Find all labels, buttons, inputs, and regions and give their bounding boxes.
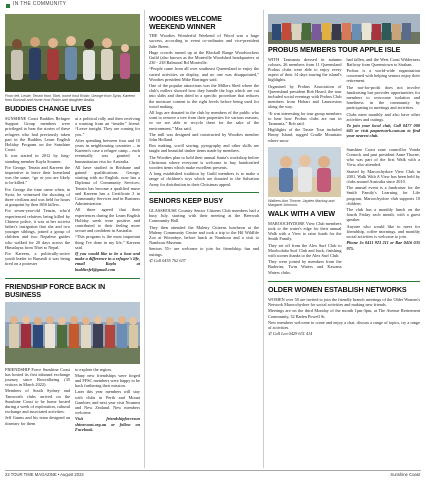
paragraph: For George the time came when, in Syria, he witnessed the shooting of three civilians and was held for hours at gunpoint by then ISIS killers.: [5, 186, 70, 208]
paragraph: For George, Tenzin and Kareem the imperative to leave their homeland was the same, “go or you are likely to be killed.”: [5, 164, 70, 186]
footer-rule: [5, 470, 421, 471]
page-header: [0, 0, 426, 14]
footer-region: Sunshine Coast: [390, 472, 420, 477]
paragraph: WITH Tasmania dressed in autumn colours, 26 members from 11 Queensland Probus clubs were able to enjoy every aspect of their 14 days touring the island's highlights.: [268, 56, 342, 83]
paragraph: They were joined by members from the Buderim, Twin Waters and Kawana Waters clubs.: [268, 259, 342, 275]
phone-icon: ✆: [268, 331, 273, 337]
paragraph: A long established tradition by Guild members is to make a range of children's toys which are donated to the Salvation Army for distribution in their Christmas appeal.: [149, 171, 259, 187]
story-title: BUDDIES CHANGE LIVES: [5, 104, 92, 114]
paragraph: The Woodies plan to hold their annual Santa's workshop before Christmas where everyone is welcome to buy handcrafted wooden items which make excellent presents.: [149, 154, 259, 171]
paragraph: It was started in 2012 by long-standing member Kayla Sourner.: [5, 153, 70, 164]
paragraph: to explore the region.: [75, 366, 112, 372]
paragraph: Huge crowds turned up at the Blackall Range Woodworkers Guild (also known as the Montville Woodshed headquarters at 230 - 238 Balmoral Rd Montville.: [149, 49, 259, 66]
column-3: [268, 14, 420, 337]
paragraph: Anyone who would like to meet for friendship, coffee mornings, and monthly social activities is welcome to join.: [346, 223, 420, 240]
contact-info: Visit friendshipforcesun shinecoast.org.au or follow on Facebook.: [75, 416, 140, 432]
contact-phone: [268, 331, 420, 336]
paragraph: For seven-year-old Tenzin, who'd experienced relatives being killed by Chinese police, it was at her activist father's instigation that she and two younger siblings, joined a group of children and two Nepalese guides who walked for 20 days across the Himalayas from Tibet to Nepal.: [5, 208, 70, 250]
page-footer: [0, 470, 426, 480]
story-title: WOODIES WELCOME WEEKEND WINNER: [149, 14, 222, 31]
section-divider: [5, 278, 140, 280]
refugees-group-photo: [5, 14, 140, 92]
paragraph: Started by Maroochydore View Club in 2001, Walk With A View has been held by clubs around Australia since 2010.: [346, 168, 420, 185]
story-title: SENIORS KEEP BUSY: [149, 196, 224, 206]
paragraph: They set off from the Alex Surf Club to Mooloolaba Surf Club and back, finishing with scones thanks to the Alex Surf Club.: [268, 242, 342, 259]
contact-phone: [149, 258, 259, 263]
story-title: FRIENDSHIP FORCE BACK IN BUSINESS: [5, 282, 106, 299]
friendship-force-photo: [5, 302, 140, 364]
paragraph: All logs are donated to the club by members of the public who want to remove a tree from their properties for various reasons, so we are able to recycle these for the sake of the environment,” Max said.: [149, 110, 259, 131]
paragraph: Seniors 55+ are welcome to join for friendship, fun and outings.: [149, 246, 259, 257]
story-body: [268, 57, 420, 144]
photo-caption: From left, Leslie, Tenzin from Tibet, home host Robin, George from Syria, Kareem from Burundi and home host Robin and daughter Analia.: [5, 94, 136, 103]
paragraph: Organised by Probus Association of Queensland president Bob Heard, the tour included social evenings with Probus Club members from Hobart and Launceston along the way.: [268, 83, 342, 110]
paragraph: FRIENDSHIP Force Sunshine Coast has hosted its first inbound exchange journey since Bowralbeing (35 visitors in March 2022).: [5, 366, 70, 388]
paragraph: The club has a monthly lunch on the fourth Friday each month, with a guest speaker.: [346, 207, 420, 223]
paragraph: “It was interesting for tour group members to hear how Probus clubs are run in Tasmania,” Bob said.: [268, 110, 342, 127]
paragraph: The annual event is a fundraiser for the Smith Family's Learning for Life program, Maroochydore club supports 10 children.: [346, 185, 420, 206]
footer-publication: 22 TOUR TIME MAGAZINE • August 2022: [5, 472, 84, 477]
paragraph: Probus is a world-wide organisation concerned with helping seniors enjoy their retirement.: [346, 68, 420, 84]
paragraph: They then attended the Maleny Citizens luncheon at the Maleny Community Centre and took a trip to the Hil Wildlife Zoo at Woombye, before lunch at Nambour and a visit to Nambour Museum.: [149, 224, 259, 246]
contact-info: If you would like to be a host and make a difference in a refugee's life, email Kayla at buddiesfel@gmail.com: [75, 251, 140, 272]
section-label: IN THE COMMUNITY: [13, 1, 67, 7]
section-divider: [149, 192, 259, 194]
story-body: [5, 116, 140, 273]
story-title: PROBUS MEMBERS TOUR APPLE ISLE: [268, 45, 401, 54]
paragraph: GLASSHOUSE Country Senior Citizens Club members had a busy July, starting with their meeting at the Beerwah Community Hall.: [149, 207, 259, 224]
paragraph: at a political rally and then receiving a warning from an “insider” friend: “Leave tonight. They are coming for you.”: [75, 116, 140, 137]
probus-tour-photo: [268, 14, 420, 44]
paragraph: Meetings are on the third Monday of the month 1pm-3pm, at The Avenue Retirement Community, 32 Baden Powell St.: [268, 308, 420, 319]
paragraph: Members of South Sydney and Tamworth clubs arrived on the Sunshine Coast to be home hosted during a week of exploration, cultural exchange and associated activities.: [5, 388, 70, 415]
walkers-photo: [268, 147, 342, 197]
paragraph: Many new friendships were forged and FFSC members were happy to be back furthering their mission.: [75, 372, 140, 389]
paragraph: New members welcome to come and enjoy a chat, discuss a range of topics, try a range of activities.: [268, 319, 420, 330]
paragraph: Clubs meet monthly and also have other activities and outings.: [346, 111, 420, 122]
refugees-group-photo-image: [5, 14, 140, 92]
column-1: [5, 14, 140, 433]
paragraph: All three agreed that their experiences during the Learn English Holiday week were positive and contributed to their feeling more secure and confident in Australia.: [75, 207, 140, 234]
phone-icon: ✆: [149, 257, 154, 263]
paragraph: WOMEN over 50 are invited to join the friendly branch meetings of the Older Women's Network Maroochydore for social activities and making new friends.: [268, 296, 420, 308]
paragraph: Sunshine Coast zone councillor Vonda Cornock and past president Anne Thorne, who was part of the first Walk with a View, also attended.: [346, 146, 420, 168]
paragraph: Jeff Gunns and his team designed an itinerary for them: [5, 415, 70, 426]
paragraph: Later this year members will stay with clubs in Perth and Mount Gambier, and next year visit Noumea and New Zealand. New members welcome.: [75, 389, 140, 416]
walkers-photo-image: [268, 147, 341, 197]
paragraph: Highlights of the Tassie Tour included Bruny Island, rugged Cradle Mountain where snow: [268, 127, 342, 143]
story-body: [5, 367, 140, 433]
story-title: OLDER WOMEN ESTABLISH NETWORKS: [268, 285, 407, 295]
friendship-force-photo-image: [5, 302, 140, 364]
section-marker: [6, 4, 10, 8]
paragraph: THE Woodies Wonderful Weekend of Wood was a huge success, according to event co-ordinator and vice-president Julie Breen.: [149, 33, 259, 49]
paragraph: The not-for-profit does not involve fundraising but provides opportunities for members to overcome isolation and loneliness in the community by participating in meetings and activities.: [346, 84, 420, 111]
paragraph: For Kareem, a politically-active youth leader in Burundi it was being tired on a protester: [5, 251, 70, 267]
probus-tour-photo-image: [268, 14, 420, 44]
paragraph: Box making, scroll sawing, pyrography and other skills are taught and beautiful timber items made by members.: [149, 143, 259, 154]
contact-info: Phone Jo 0411 923 211 or Rae 0416 035 975.: [346, 240, 420, 251]
column-gutter: [144, 10, 145, 468]
paragraph: “People came from all over southeast Queensland to enjoy the varied activities on display, and no one was disappointed,” Woodies president Mike Barringer said.: [149, 66, 259, 82]
paragraph: had fallen, and the West Coast Wilderness Railway from Queenstown to Strahan.: [346, 56, 420, 67]
paragraph: The mill was designed and constructed by Woodies member John Holland.: [149, 131, 259, 143]
paragraph: MAROOCHYDORE View Club members took to the water's edge for their annual Walk with a View to raise funds for the Smith Family.: [268, 220, 342, 242]
paragraph: All have studied in Brisbane and gained qualifications. George, starting with no English, now has a Diploma of Community Services; Tenzin has become a qualified nurse and Kareem has a Certificate 3 in Community Services and in Business Administration.: [75, 164, 140, 207]
story-title: WALK WITH A VIEW: [268, 209, 335, 219]
walk-section: [268, 147, 420, 276]
paragraph: One of the popular attractions was the Millers Shed where the club's millers showed how they handle the logs which are cut into slabs and then dried in a specific procedure that reduces the moisture content to the right levels before being used for wood making.: [149, 83, 259, 109]
paragraph: “This program is the most important thing I've done in my life,” Kareem said.: [75, 234, 140, 250]
contact-phone-text: Call Lea 0429 631 414: [272, 331, 313, 337]
column-2: [149, 14, 259, 264]
contact-info: To join your local club, Call 0477 000 645 or visit paqnetwork.com.au to find your nearest club.: [346, 123, 420, 139]
photo-caption: Walkers Ann Thorne, Jayden Mackay and Margaret Johnson.: [268, 198, 335, 208]
column-gutter: [263, 10, 264, 468]
paragraph: After spending between four and 10 years in neighbouring countries – in Kareem's case a refugee camp – each eventually was granted a humanitarian visa for Australia.: [75, 137, 140, 164]
section-divider: [268, 281, 420, 283]
contact-phone-text: Call 0455 762 637: [153, 257, 186, 263]
paragraph: SUNSHINE Coast Buddies Refugee Support Group members were privileged to hear the stories of these refugees who had previously taken part in the Buddies Learn English Holiday Program on the Sunshine Coast.: [5, 116, 70, 153]
